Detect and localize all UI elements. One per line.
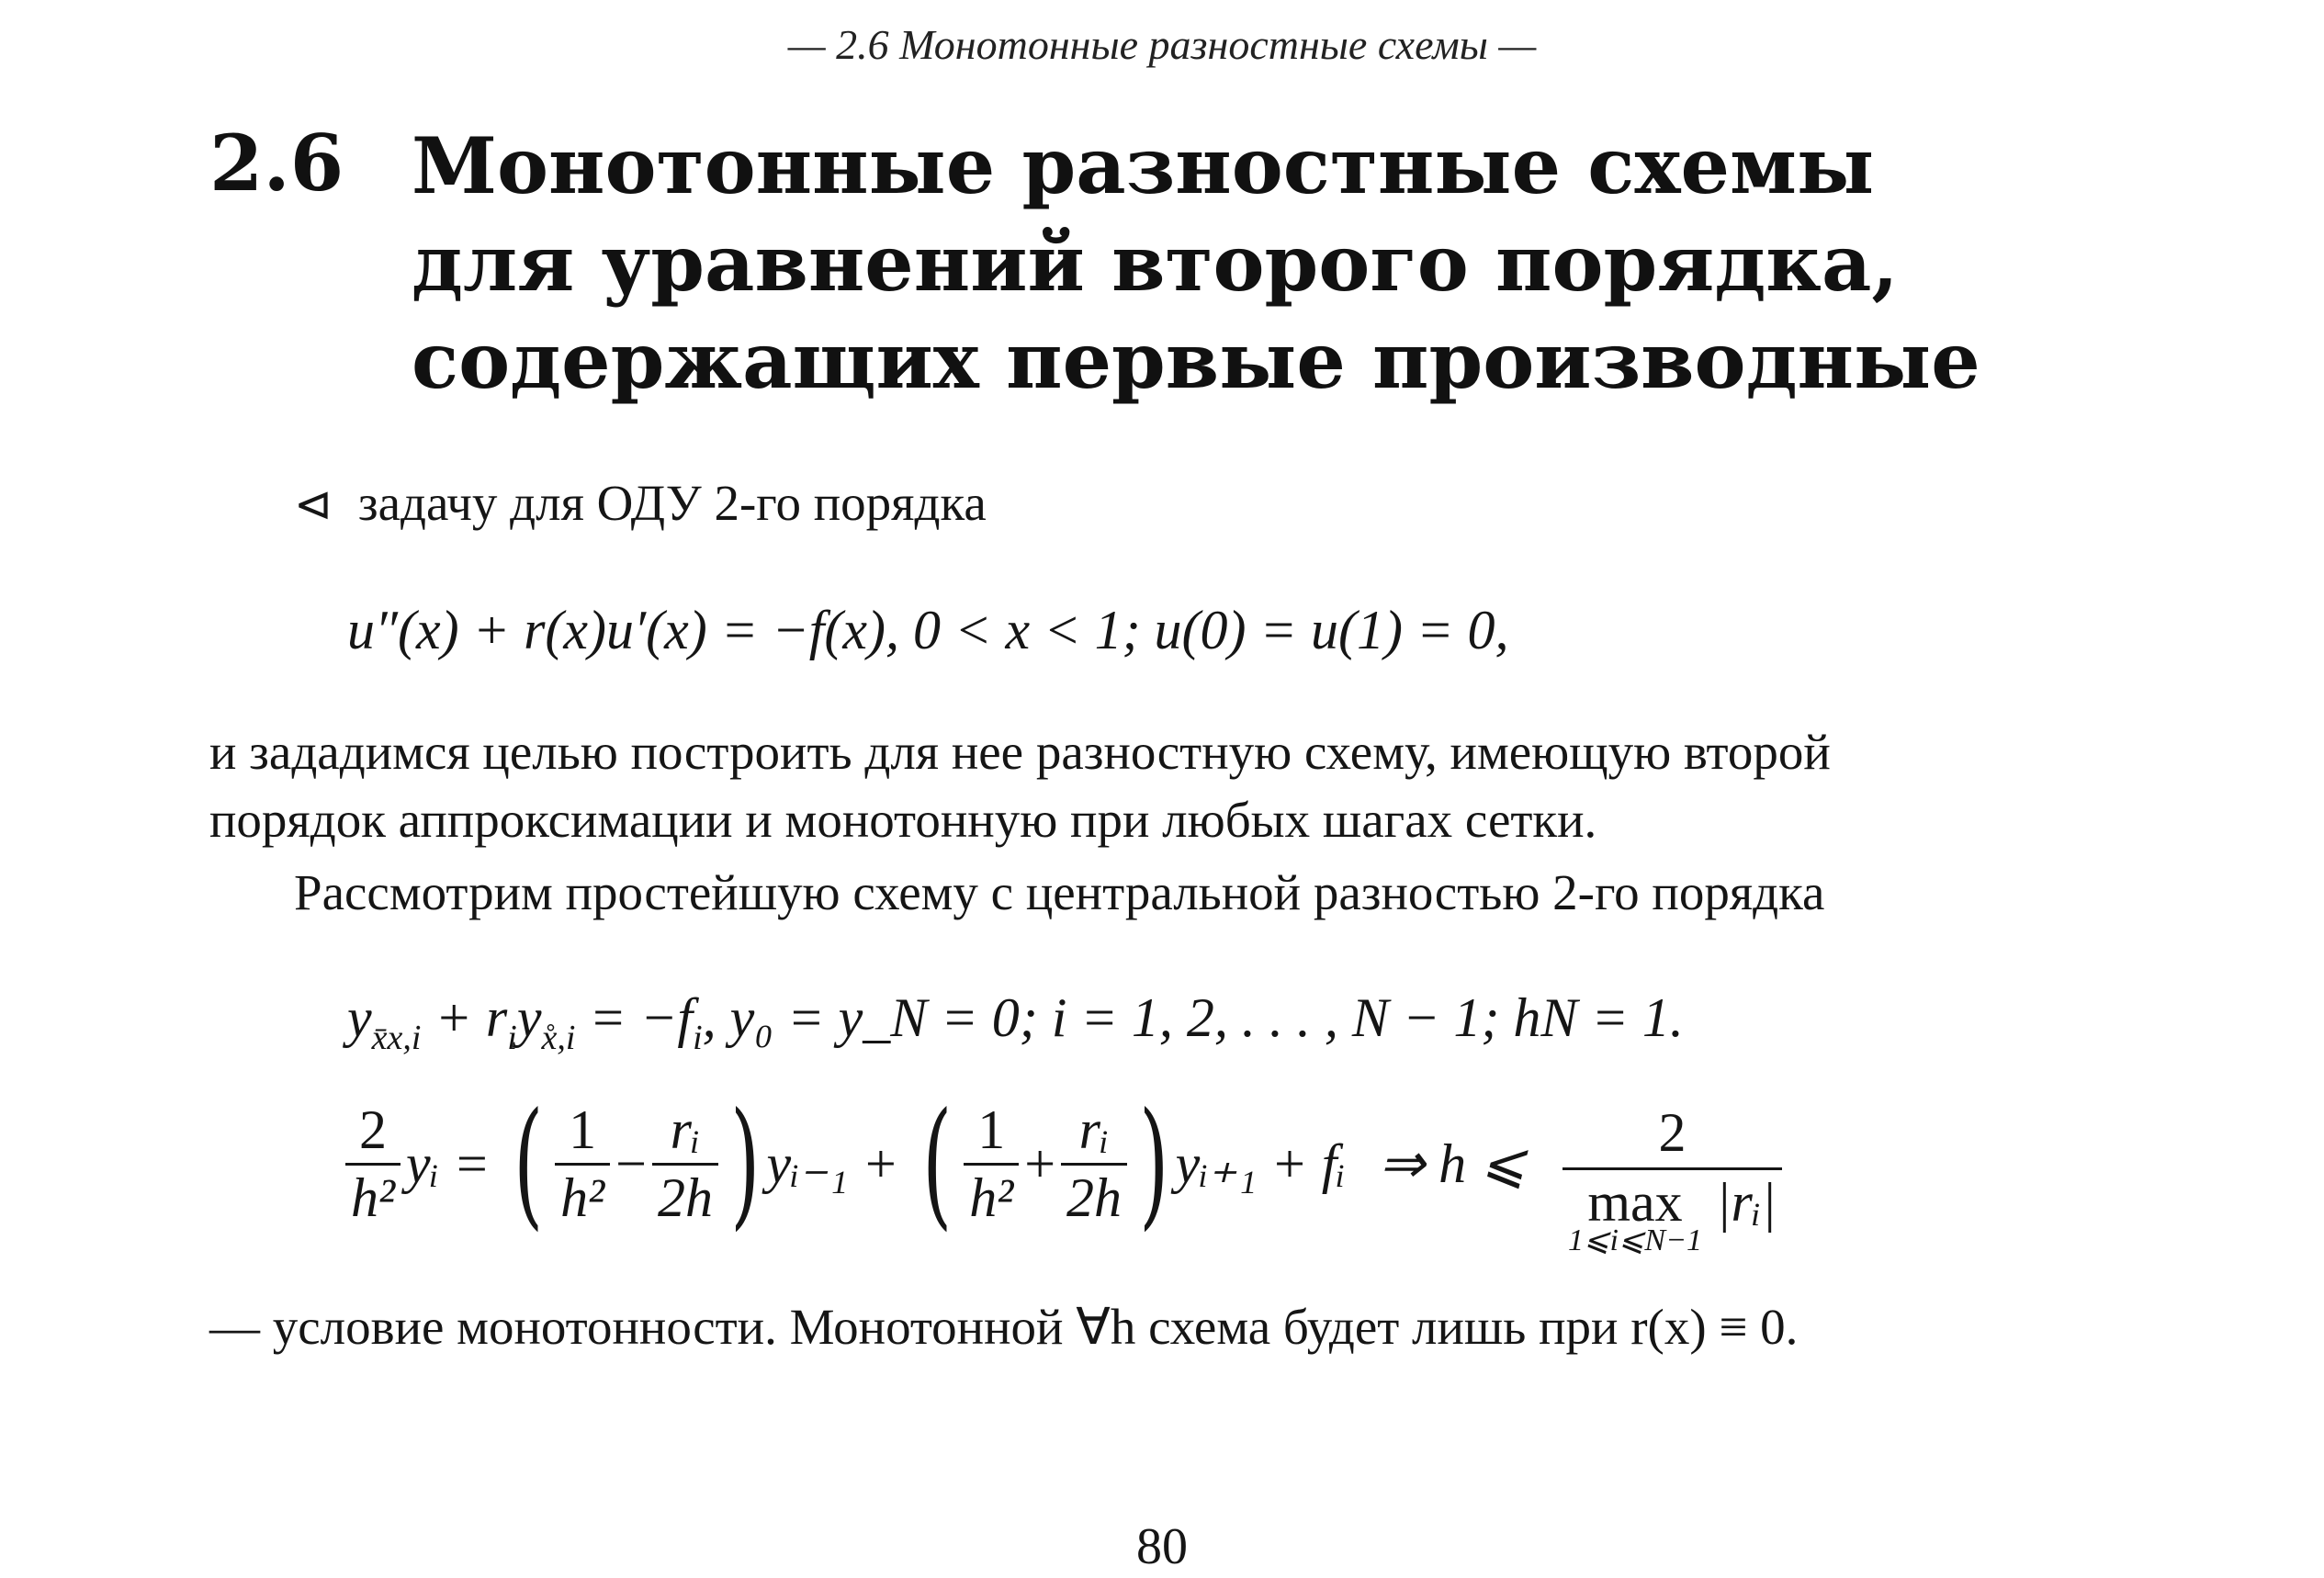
max-label: max (1587, 1172, 1683, 1233)
eq3-y-im1: yᵢ₋₁ + (766, 1133, 899, 1195)
section-title-line-1: Монотонные разностные схемы (412, 120, 1875, 211)
frac-2-over-h2 (345, 1101, 400, 1227)
frac-num: 1 (569, 1099, 597, 1160)
frac-num: rᵢ (670, 1099, 701, 1160)
running-header: — 2.6 Монотонные разностные схемы — (787, 21, 1537, 68)
frac-1-over-h2-b (964, 1101, 1019, 1227)
eq2-r-sub: i (507, 1019, 517, 1057)
abs-ri: |rᵢ| (1716, 1172, 1777, 1233)
max-operator (1568, 1174, 1702, 1257)
max-limits: 1⩽i⩽N−1 (1567, 1223, 1703, 1257)
eq2-y2: y (516, 987, 542, 1048)
eq2-rest: = −f (589, 987, 694, 1048)
eq2-f-sub: i (693, 1019, 703, 1057)
frac-num: 1 (977, 1099, 1006, 1160)
frac-num: 2 (359, 1099, 387, 1160)
eq2-tail: , y₀ = y_N = 0; i = 1, 2, . . . , N − 1; hN = 1. (702, 987, 1684, 1048)
equation-ode: u″(x) + r(x)u′(x) = −f(x), 0 < x < 1; u(0) = u(1) = 0, (347, 600, 1509, 660)
frac-num: 2 (1658, 1102, 1687, 1163)
paragraph-conclusion: — условие монотонности. Монотонной ∀h схема будет лишь при r(x) ≡ 0. (209, 1299, 1799, 1355)
left-paren: ( (513, 1084, 543, 1245)
frac-ri-over-2h-b (1061, 1101, 1127, 1227)
section-title (412, 118, 2203, 410)
frac-den: h² (345, 1163, 400, 1227)
plus-sign: + (1024, 1133, 1056, 1194)
frac-step-bound (1548, 1104, 1796, 1257)
paragraph-scheme-intro: Рассмотрим простейшую схему с центральной разностью 2-го порядка (294, 864, 1825, 920)
frac-den: 2h (652, 1163, 718, 1227)
equation-canonical-form (340, 1071, 1801, 1255)
frac-den: h² (964, 1163, 1019, 1227)
frac-den: 2h (1061, 1163, 1127, 1227)
consider-symbol: ⊲ (294, 479, 333, 530)
right-paren: ) (730, 1084, 761, 1245)
eq3-y-ip1: yᵢ₊₁ + fᵢ (1175, 1133, 1346, 1195)
eq2-plus-r: + r (434, 987, 508, 1048)
minus-sign: − (615, 1133, 647, 1194)
frac-den: h² (555, 1163, 610, 1227)
left-paren: ( (921, 1084, 953, 1245)
consider-line (294, 474, 987, 532)
frac-num: rᵢ (1078, 1099, 1110, 1160)
page-number: 80 (1136, 1518, 1188, 1575)
frac-1-over-h2-a (555, 1101, 610, 1227)
section-title-line-2: для уравнений второго порядка, (412, 218, 1899, 309)
paragraph-goal-line-2: порядок аппроксимации и монотонную при любых шагах сетки. (209, 792, 1597, 848)
eq2-y-sub: x̄x,i (371, 1019, 422, 1057)
paragraph-goal-line-1: и зададимся целью построить для нее разностную схему, имеющую второй (209, 724, 1831, 780)
frac-den-max (1562, 1167, 1782, 1257)
eq2-y2-sub: x̊,i (541, 1019, 576, 1057)
section-title-line-3: содержащих первые производные (412, 315, 1980, 406)
section-number: 2.6 (209, 118, 344, 209)
right-paren: ) (1139, 1084, 1169, 1245)
consider-text: задачу для ОДУ 2-го порядка (357, 475, 987, 531)
eq3-implies: ⇒ h ⩽ (1378, 1133, 1527, 1195)
paragraph-goal (209, 718, 1831, 854)
frac-ri-over-2h-a (652, 1101, 718, 1227)
eq2-y: y (347, 987, 372, 1048)
eq3-yi: yᵢ = (406, 1133, 491, 1194)
equation-difference-scheme (347, 986, 1684, 1058)
